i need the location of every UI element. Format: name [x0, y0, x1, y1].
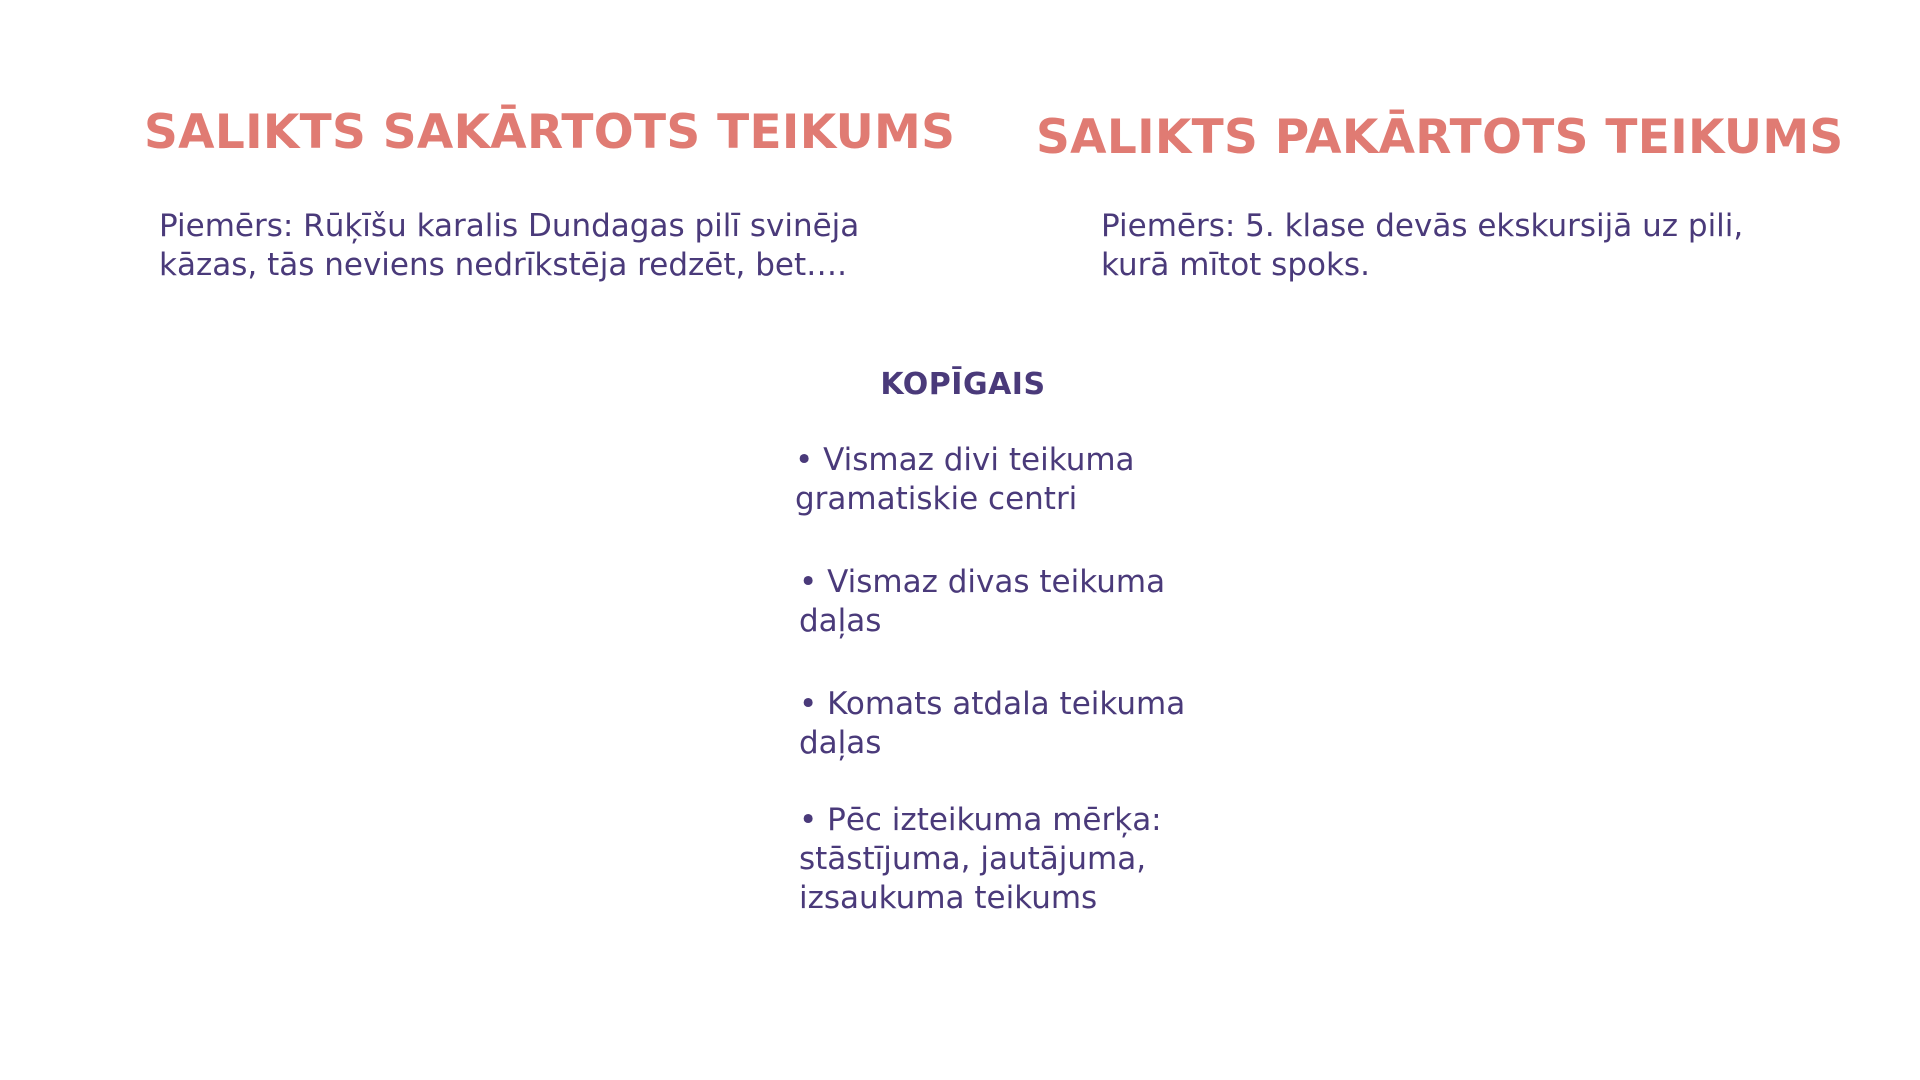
common-section-title: KOPĪGAIS [880, 367, 1046, 402]
example-right-text: Piemērs: 5. klase devās ekskursijā uz pili, kurā mītot spoks. [1101, 208, 1744, 283]
common-item-grammatical-centers: • Vismaz divi teikuma gramatiskie centri [795, 442, 1135, 517]
example-left-text: Piemērs: Rūķīšu karalis Dundagas pilī svinēja kāzas, tās neviens nedrīkstēja redzēt, bet…. [159, 208, 860, 283]
common-item-comma: • Komats atdala teikuma daļas [799, 686, 1186, 761]
heading-compound-subordinate-sentence: SALIKTS PAKĀRTOTS TEIKUMS [1036, 110, 1844, 165]
heading-compound-coordinate-sentence: SALIKTS SAKĀRTOTS TEIKUMS [144, 105, 956, 160]
common-item-purpose: • Pēc izteikuma mērķa: stāstījuma, jautājuma, izsaukuma teikums [799, 802, 1162, 916]
common-item-sentence-parts: • Vismaz divas teikuma daļas [799, 564, 1166, 639]
